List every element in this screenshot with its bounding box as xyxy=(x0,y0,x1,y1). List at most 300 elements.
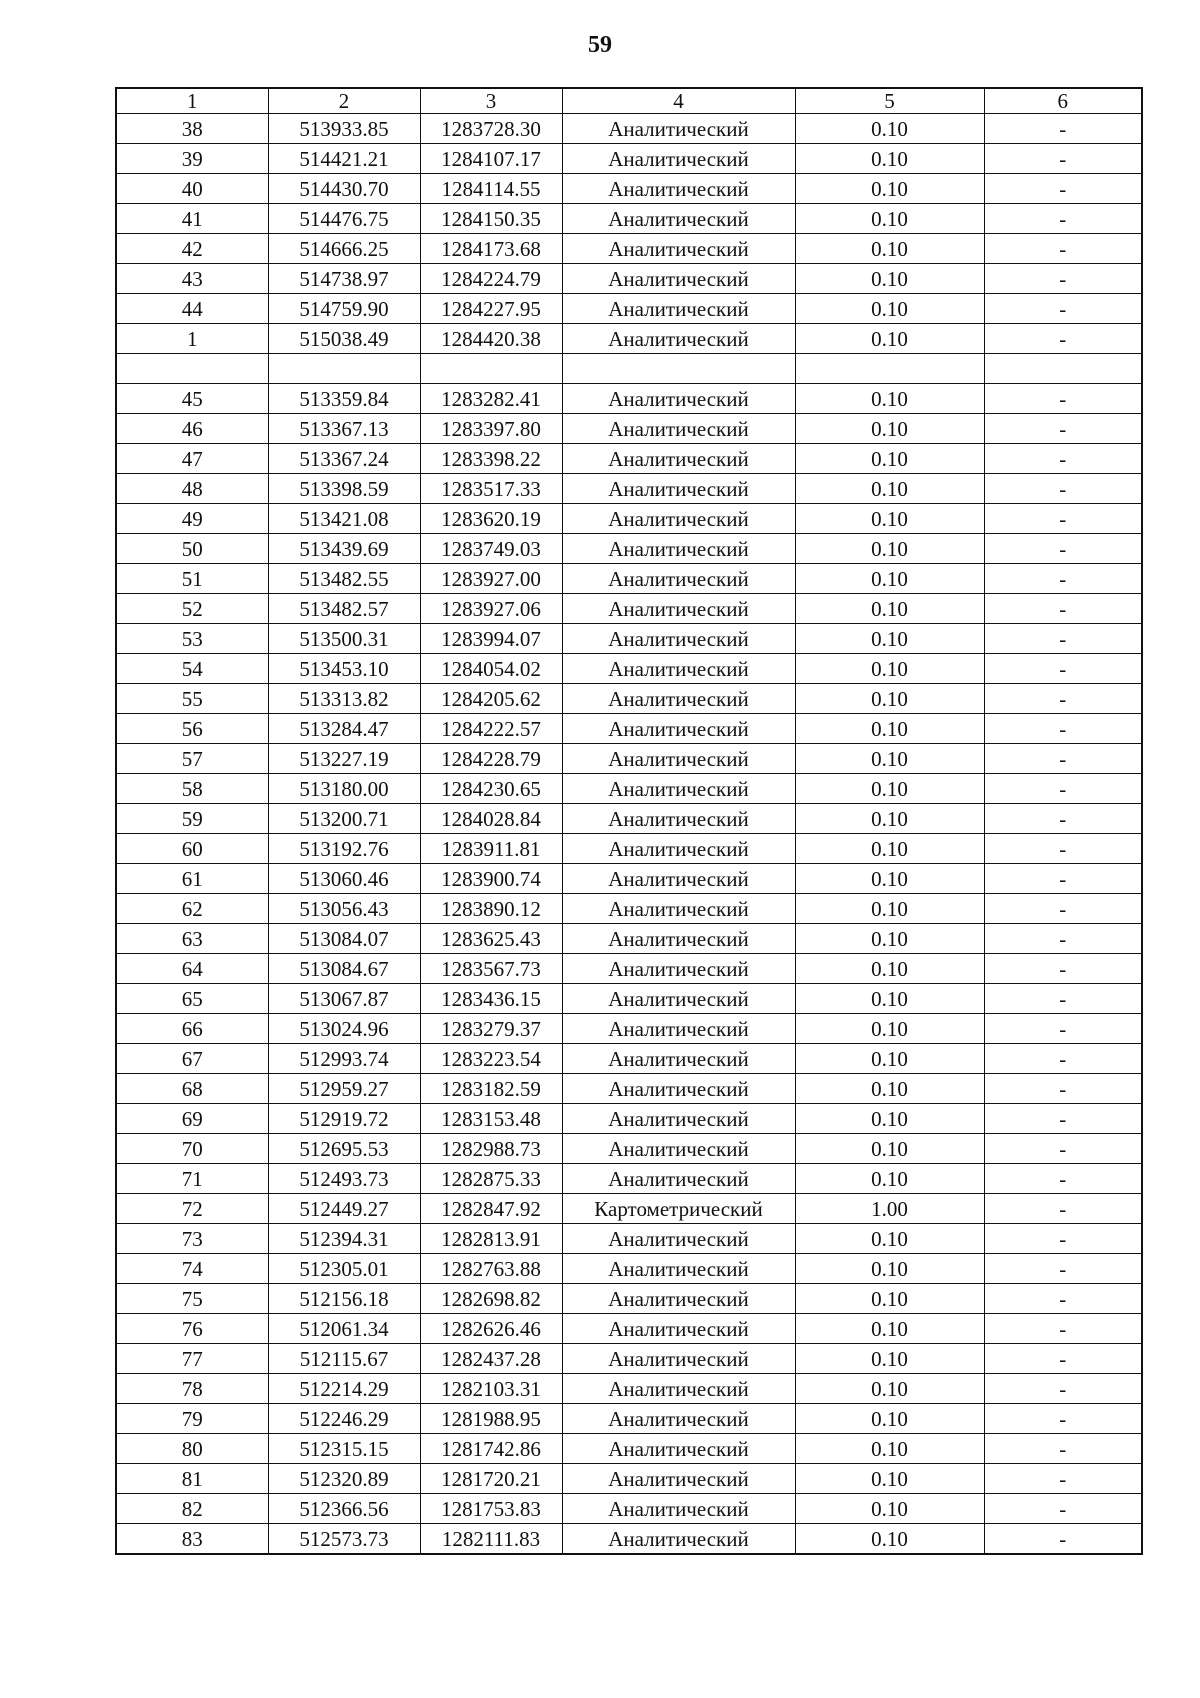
method-cell: Аналитический xyxy=(562,594,795,624)
table-row xyxy=(116,744,1142,774)
note-cell: - xyxy=(984,1254,1142,1284)
y-coordinate-cell xyxy=(420,354,562,384)
table-row xyxy=(116,204,1142,234)
table-row xyxy=(116,354,1142,384)
accuracy-cell: 0.10 xyxy=(795,564,984,594)
y-coordinate-cell: 1284173.68 xyxy=(420,234,562,264)
x-coordinate-cell: 512315.15 xyxy=(268,1434,420,1464)
y-coordinate-cell: 1284205.62 xyxy=(420,684,562,714)
accuracy-cell: 0.10 xyxy=(795,1464,984,1494)
point-number-cell: 50 xyxy=(116,534,268,564)
point-number-cell: 63 xyxy=(116,924,268,954)
note-cell xyxy=(984,354,1142,384)
note-cell: - xyxy=(984,714,1142,744)
accuracy-cell: 0.10 xyxy=(795,624,984,654)
note-cell: - xyxy=(984,984,1142,1014)
accuracy-cell: 0.10 xyxy=(795,414,984,444)
point-number-cell: 52 xyxy=(116,594,268,624)
note-cell: - xyxy=(984,534,1142,564)
y-coordinate-cell: 1282875.33 xyxy=(420,1164,562,1194)
y-coordinate-cell: 1281720.21 xyxy=(420,1464,562,1494)
note-cell: - xyxy=(984,504,1142,534)
table-row xyxy=(116,564,1142,594)
method-cell: Картометрический xyxy=(562,1194,795,1224)
y-coordinate-cell: 1282698.82 xyxy=(420,1284,562,1314)
method-cell: Аналитический xyxy=(562,1344,795,1374)
method-cell: Аналитический xyxy=(562,474,795,504)
note-cell: - xyxy=(984,234,1142,264)
note-cell: - xyxy=(984,1524,1142,1555)
y-coordinate-cell: 1283279.37 xyxy=(420,1014,562,1044)
method-cell: Аналитический xyxy=(562,1254,795,1284)
page-number: 59 xyxy=(588,32,612,58)
accuracy-cell: 0.10 xyxy=(795,1224,984,1254)
accuracy-cell: 0.10 xyxy=(795,474,984,504)
x-coordinate-cell: 512156.18 xyxy=(268,1284,420,1314)
x-coordinate-cell: 513313.82 xyxy=(268,684,420,714)
note-cell: - xyxy=(984,1224,1142,1254)
note-cell: - xyxy=(984,1314,1142,1344)
accuracy-cell: 0.10 xyxy=(795,684,984,714)
note-cell: - xyxy=(984,114,1142,144)
note-cell: - xyxy=(984,144,1142,174)
point-number-cell: 40 xyxy=(116,174,268,204)
method-cell: Аналитический xyxy=(562,714,795,744)
point-number-cell: 54 xyxy=(116,654,268,684)
method-cell: Аналитический xyxy=(562,1374,795,1404)
accuracy-cell: 0.10 xyxy=(795,264,984,294)
y-coordinate-cell: 1283911.81 xyxy=(420,834,562,864)
point-number-cell: 1 xyxy=(116,324,268,354)
x-coordinate-cell: 515038.49 xyxy=(268,324,420,354)
header-col-3: 3 xyxy=(420,88,562,114)
method-cell: Аналитический xyxy=(562,984,795,1014)
x-coordinate-cell: 513192.76 xyxy=(268,834,420,864)
x-coordinate-cell: 512695.53 xyxy=(268,1134,420,1164)
x-coordinate-cell: 513084.67 xyxy=(268,954,420,984)
point-number-cell: 69 xyxy=(116,1104,268,1134)
x-coordinate-cell: 513067.87 xyxy=(268,984,420,1014)
point-number-cell xyxy=(116,354,268,384)
point-number-cell: 67 xyxy=(116,1044,268,1074)
note-cell: - xyxy=(984,1104,1142,1134)
method-cell: Аналитический xyxy=(562,1164,795,1194)
method-cell: Аналитический xyxy=(562,1044,795,1074)
x-coordinate-cell: 514476.75 xyxy=(268,204,420,234)
y-coordinate-cell: 1282111.83 xyxy=(420,1524,562,1555)
x-coordinate-cell: 512993.74 xyxy=(268,1044,420,1074)
y-coordinate-cell: 1282437.28 xyxy=(420,1344,562,1374)
coordinates-table xyxy=(115,87,1143,1555)
method-cell: Аналитический xyxy=(562,504,795,534)
method-cell: Аналитический xyxy=(562,1134,795,1164)
point-number-cell: 81 xyxy=(116,1464,268,1494)
y-coordinate-cell: 1283397.80 xyxy=(420,414,562,444)
y-coordinate-cell: 1283398.22 xyxy=(420,444,562,474)
table-row xyxy=(116,324,1142,354)
x-coordinate-cell: 514666.25 xyxy=(268,234,420,264)
method-cell: Аналитический xyxy=(562,1494,795,1524)
x-coordinate-cell: 512919.72 xyxy=(268,1104,420,1134)
accuracy-cell: 0.10 xyxy=(795,234,984,264)
method-cell: Аналитический xyxy=(562,624,795,654)
y-coordinate-cell: 1283728.30 xyxy=(420,114,562,144)
method-cell: Аналитический xyxy=(562,1224,795,1254)
point-number-cell: 73 xyxy=(116,1224,268,1254)
x-coordinate-cell: 512449.27 xyxy=(268,1194,420,1224)
note-cell: - xyxy=(984,174,1142,204)
accuracy-cell: 0.10 xyxy=(795,534,984,564)
table-row xyxy=(116,444,1142,474)
accuracy-cell: 0.10 xyxy=(795,144,984,174)
method-cell: Аналитический xyxy=(562,414,795,444)
accuracy-cell: 0.10 xyxy=(795,1074,984,1104)
table-row xyxy=(116,924,1142,954)
note-cell: - xyxy=(984,594,1142,624)
point-number-cell: 70 xyxy=(116,1134,268,1164)
accuracy-cell: 0.10 xyxy=(795,1434,984,1464)
accuracy-cell: 0.10 xyxy=(795,954,984,984)
accuracy-cell: 0.10 xyxy=(795,924,984,954)
point-number-cell: 74 xyxy=(116,1254,268,1284)
table-row xyxy=(116,774,1142,804)
point-number-cell: 78 xyxy=(116,1374,268,1404)
note-cell: - xyxy=(984,474,1142,504)
point-number-cell: 64 xyxy=(116,954,268,984)
method-cell: Аналитический xyxy=(562,564,795,594)
y-coordinate-cell: 1284228.79 xyxy=(420,744,562,774)
method-cell: Аналитический xyxy=(562,294,795,324)
note-cell: - xyxy=(984,1434,1142,1464)
accuracy-cell: 0.10 xyxy=(795,1014,984,1044)
point-number-cell: 72 xyxy=(116,1194,268,1224)
accuracy-cell: 0.10 xyxy=(795,1134,984,1164)
table-row xyxy=(116,984,1142,1014)
y-coordinate-cell: 1283927.00 xyxy=(420,564,562,594)
method-cell: Аналитический xyxy=(562,1524,795,1555)
method-cell: Аналитический xyxy=(562,1284,795,1314)
point-number-cell: 60 xyxy=(116,834,268,864)
y-coordinate-cell: 1283994.07 xyxy=(420,624,562,654)
point-number-cell: 76 xyxy=(116,1314,268,1344)
table-row xyxy=(116,414,1142,444)
accuracy-cell: 0.10 xyxy=(795,114,984,144)
x-coordinate-cell: 512246.29 xyxy=(268,1404,420,1434)
table-row xyxy=(116,1314,1142,1344)
x-coordinate-cell: 513453.10 xyxy=(268,654,420,684)
x-coordinate-cell: 513024.96 xyxy=(268,1014,420,1044)
x-coordinate-cell: 513284.47 xyxy=(268,714,420,744)
table-row xyxy=(116,534,1142,564)
point-number-cell: 82 xyxy=(116,1494,268,1524)
point-number-cell: 46 xyxy=(116,414,268,444)
table-row xyxy=(116,1374,1142,1404)
point-number-cell: 51 xyxy=(116,564,268,594)
point-number-cell: 68 xyxy=(116,1074,268,1104)
accuracy-cell: 0.10 xyxy=(795,1374,984,1404)
point-number-cell: 44 xyxy=(116,294,268,324)
table-row xyxy=(116,474,1142,504)
y-coordinate-cell: 1283890.12 xyxy=(420,894,562,924)
note-cell: - xyxy=(984,624,1142,654)
accuracy-cell: 0.10 xyxy=(795,774,984,804)
y-coordinate-cell: 1281753.83 xyxy=(420,1494,562,1524)
accuracy-cell: 0.10 xyxy=(795,1284,984,1314)
y-coordinate-cell: 1284114.55 xyxy=(420,174,562,204)
table-row xyxy=(116,294,1142,324)
method-cell: Аналитический xyxy=(562,1404,795,1434)
accuracy-cell: 0.10 xyxy=(795,204,984,234)
accuracy-cell: 0.10 xyxy=(795,894,984,924)
note-cell: - xyxy=(984,264,1142,294)
table-row xyxy=(116,1434,1142,1464)
point-number-cell: 57 xyxy=(116,744,268,774)
header-col-1: 1 xyxy=(116,88,268,114)
table-header-row xyxy=(116,88,1142,114)
accuracy-cell: 0.10 xyxy=(795,714,984,744)
x-coordinate-cell: 512214.29 xyxy=(268,1374,420,1404)
accuracy-cell: 0.10 xyxy=(795,804,984,834)
x-coordinate-cell: 512305.01 xyxy=(268,1254,420,1284)
y-coordinate-cell: 1282103.31 xyxy=(420,1374,562,1404)
note-cell: - xyxy=(984,1344,1142,1374)
accuracy-cell xyxy=(795,354,984,384)
note-cell: - xyxy=(984,444,1142,474)
x-coordinate-cell: 512493.73 xyxy=(268,1164,420,1194)
y-coordinate-cell: 1281988.95 xyxy=(420,1404,562,1434)
x-coordinate-cell xyxy=(268,354,420,384)
point-number-cell: 45 xyxy=(116,384,268,414)
accuracy-cell: 0.10 xyxy=(795,1164,984,1194)
x-coordinate-cell: 512394.31 xyxy=(268,1224,420,1254)
x-coordinate-cell: 513398.59 xyxy=(268,474,420,504)
y-coordinate-cell: 1284420.38 xyxy=(420,324,562,354)
accuracy-cell: 0.10 xyxy=(795,984,984,1014)
table-row xyxy=(116,1044,1142,1074)
y-coordinate-cell: 1282763.88 xyxy=(420,1254,562,1284)
point-number-cell: 58 xyxy=(116,774,268,804)
header-col-4: 4 xyxy=(562,88,795,114)
y-coordinate-cell: 1283625.43 xyxy=(420,924,562,954)
y-coordinate-cell: 1284227.95 xyxy=(420,294,562,324)
x-coordinate-cell: 513367.24 xyxy=(268,444,420,474)
y-coordinate-cell: 1283620.19 xyxy=(420,504,562,534)
table-row xyxy=(116,804,1142,834)
accuracy-cell: 0.10 xyxy=(795,174,984,204)
method-cell: Аналитический xyxy=(562,1014,795,1044)
y-coordinate-cell: 1283153.48 xyxy=(420,1104,562,1134)
x-coordinate-cell: 514430.70 xyxy=(268,174,420,204)
x-coordinate-cell: 514738.97 xyxy=(268,264,420,294)
accuracy-cell: 0.10 xyxy=(795,1494,984,1524)
note-cell: - xyxy=(984,924,1142,954)
note-cell: - xyxy=(984,414,1142,444)
x-coordinate-cell: 512320.89 xyxy=(268,1464,420,1494)
y-coordinate-cell: 1284224.79 xyxy=(420,264,562,294)
table-row xyxy=(116,1014,1142,1044)
header-col-5: 5 xyxy=(795,88,984,114)
x-coordinate-cell: 512115.67 xyxy=(268,1344,420,1374)
method-cell: Аналитический xyxy=(562,954,795,984)
accuracy-cell: 0.10 xyxy=(795,1524,984,1555)
table-row xyxy=(116,234,1142,264)
note-cell: - xyxy=(984,384,1142,414)
header-col-2: 2 xyxy=(268,88,420,114)
point-number-cell: 42 xyxy=(116,234,268,264)
accuracy-cell: 0.10 xyxy=(795,384,984,414)
note-cell: - xyxy=(984,834,1142,864)
y-coordinate-cell: 1281742.86 xyxy=(420,1434,562,1464)
x-coordinate-cell: 514759.90 xyxy=(268,294,420,324)
x-coordinate-cell: 512061.34 xyxy=(268,1314,420,1344)
y-coordinate-cell: 1282847.92 xyxy=(420,1194,562,1224)
note-cell: - xyxy=(984,1284,1142,1314)
x-coordinate-cell: 513933.85 xyxy=(268,114,420,144)
accuracy-cell: 0.10 xyxy=(795,1344,984,1374)
x-coordinate-cell: 512366.56 xyxy=(268,1494,420,1524)
x-coordinate-cell: 513500.31 xyxy=(268,624,420,654)
accuracy-cell: 1.00 xyxy=(795,1194,984,1224)
accuracy-cell: 0.10 xyxy=(795,294,984,324)
note-cell: - xyxy=(984,294,1142,324)
x-coordinate-cell: 513227.19 xyxy=(268,744,420,774)
point-number-cell: 59 xyxy=(116,804,268,834)
note-cell: - xyxy=(984,864,1142,894)
note-cell: - xyxy=(984,894,1142,924)
method-cell: Аналитический xyxy=(562,1464,795,1494)
table-row xyxy=(116,714,1142,744)
table-row xyxy=(116,864,1142,894)
table-body xyxy=(116,114,1142,1555)
point-number-cell: 80 xyxy=(116,1434,268,1464)
y-coordinate-cell: 1283900.74 xyxy=(420,864,562,894)
method-cell: Аналитический xyxy=(562,864,795,894)
note-cell: - xyxy=(984,774,1142,804)
method-cell: Аналитический xyxy=(562,834,795,864)
x-coordinate-cell: 512573.73 xyxy=(268,1524,420,1555)
table-row xyxy=(116,894,1142,924)
x-coordinate-cell: 513200.71 xyxy=(268,804,420,834)
y-coordinate-cell: 1284150.35 xyxy=(420,204,562,234)
table-row xyxy=(116,1524,1142,1555)
y-coordinate-cell: 1284054.02 xyxy=(420,654,562,684)
y-coordinate-cell: 1284230.65 xyxy=(420,774,562,804)
y-coordinate-cell: 1283567.73 xyxy=(420,954,562,984)
method-cell: Аналитический xyxy=(562,234,795,264)
method-cell: Аналитический xyxy=(562,1104,795,1134)
table-row xyxy=(116,1134,1142,1164)
point-number-cell: 71 xyxy=(116,1164,268,1194)
x-coordinate-cell: 513439.69 xyxy=(268,534,420,564)
method-cell: Аналитический xyxy=(562,204,795,234)
table-row xyxy=(116,1074,1142,1104)
point-number-cell: 66 xyxy=(116,1014,268,1044)
y-coordinate-cell: 1283749.03 xyxy=(420,534,562,564)
accuracy-cell: 0.10 xyxy=(795,1104,984,1134)
method-cell: Аналитический xyxy=(562,774,795,804)
note-cell: - xyxy=(984,324,1142,354)
method-cell: Аналитический xyxy=(562,1314,795,1344)
point-number-cell: 77 xyxy=(116,1344,268,1374)
table-row xyxy=(116,1194,1142,1224)
y-coordinate-cell: 1283927.06 xyxy=(420,594,562,624)
note-cell: - xyxy=(984,1374,1142,1404)
method-cell xyxy=(562,354,795,384)
point-number-cell: 41 xyxy=(116,204,268,234)
point-number-cell: 38 xyxy=(116,114,268,144)
note-cell: - xyxy=(984,804,1142,834)
method-cell: Аналитический xyxy=(562,744,795,774)
y-coordinate-cell: 1282626.46 xyxy=(420,1314,562,1344)
y-coordinate-cell: 1282988.73 xyxy=(420,1134,562,1164)
x-coordinate-cell: 513482.57 xyxy=(268,594,420,624)
y-coordinate-cell: 1284028.84 xyxy=(420,804,562,834)
method-cell: Аналитический xyxy=(562,654,795,684)
note-cell: - xyxy=(984,954,1142,984)
note-cell: - xyxy=(984,1494,1142,1524)
accuracy-cell: 0.10 xyxy=(795,864,984,894)
note-cell: - xyxy=(984,684,1142,714)
table-row xyxy=(116,264,1142,294)
x-coordinate-cell: 513482.55 xyxy=(268,564,420,594)
table-row xyxy=(116,1404,1142,1434)
method-cell: Аналитический xyxy=(562,174,795,204)
accuracy-cell: 0.10 xyxy=(795,1254,984,1284)
table-row xyxy=(116,144,1142,174)
x-coordinate-cell: 513180.00 xyxy=(268,774,420,804)
accuracy-cell: 0.10 xyxy=(795,1044,984,1074)
y-coordinate-cell: 1283182.59 xyxy=(420,1074,562,1104)
x-coordinate-cell: 513056.43 xyxy=(268,894,420,924)
note-cell: - xyxy=(984,744,1142,774)
note-cell: - xyxy=(984,1194,1142,1224)
point-number-cell: 79 xyxy=(116,1404,268,1434)
y-coordinate-cell: 1283517.33 xyxy=(420,474,562,504)
table-row xyxy=(116,624,1142,654)
note-cell: - xyxy=(984,1014,1142,1044)
point-number-cell: 75 xyxy=(116,1284,268,1314)
method-cell: Аналитический xyxy=(562,804,795,834)
note-cell: - xyxy=(984,1134,1142,1164)
accuracy-cell: 0.10 xyxy=(795,1314,984,1344)
table-row xyxy=(116,1164,1142,1194)
method-cell: Аналитический xyxy=(562,264,795,294)
point-number-cell: 61 xyxy=(116,864,268,894)
table-row xyxy=(116,1224,1142,1254)
x-coordinate-cell: 513359.84 xyxy=(268,384,420,414)
method-cell: Аналитический xyxy=(562,894,795,924)
point-number-cell: 65 xyxy=(116,984,268,1014)
table-row xyxy=(116,384,1142,414)
table-row xyxy=(116,1254,1142,1284)
table-row xyxy=(116,114,1142,144)
note-cell: - xyxy=(984,1044,1142,1074)
x-coordinate-cell: 513367.13 xyxy=(268,414,420,444)
method-cell: Аналитический xyxy=(562,324,795,354)
y-coordinate-cell: 1284222.57 xyxy=(420,714,562,744)
accuracy-cell: 0.10 xyxy=(795,1404,984,1434)
point-number-cell: 47 xyxy=(116,444,268,474)
table-row xyxy=(116,504,1142,534)
point-number-cell: 56 xyxy=(116,714,268,744)
point-number-cell: 39 xyxy=(116,144,268,174)
table-row xyxy=(116,1284,1142,1314)
point-number-cell: 53 xyxy=(116,624,268,654)
accuracy-cell: 0.10 xyxy=(795,744,984,774)
accuracy-cell: 0.10 xyxy=(795,654,984,684)
method-cell: Аналитический xyxy=(562,1074,795,1104)
y-coordinate-cell: 1283282.41 xyxy=(420,384,562,414)
